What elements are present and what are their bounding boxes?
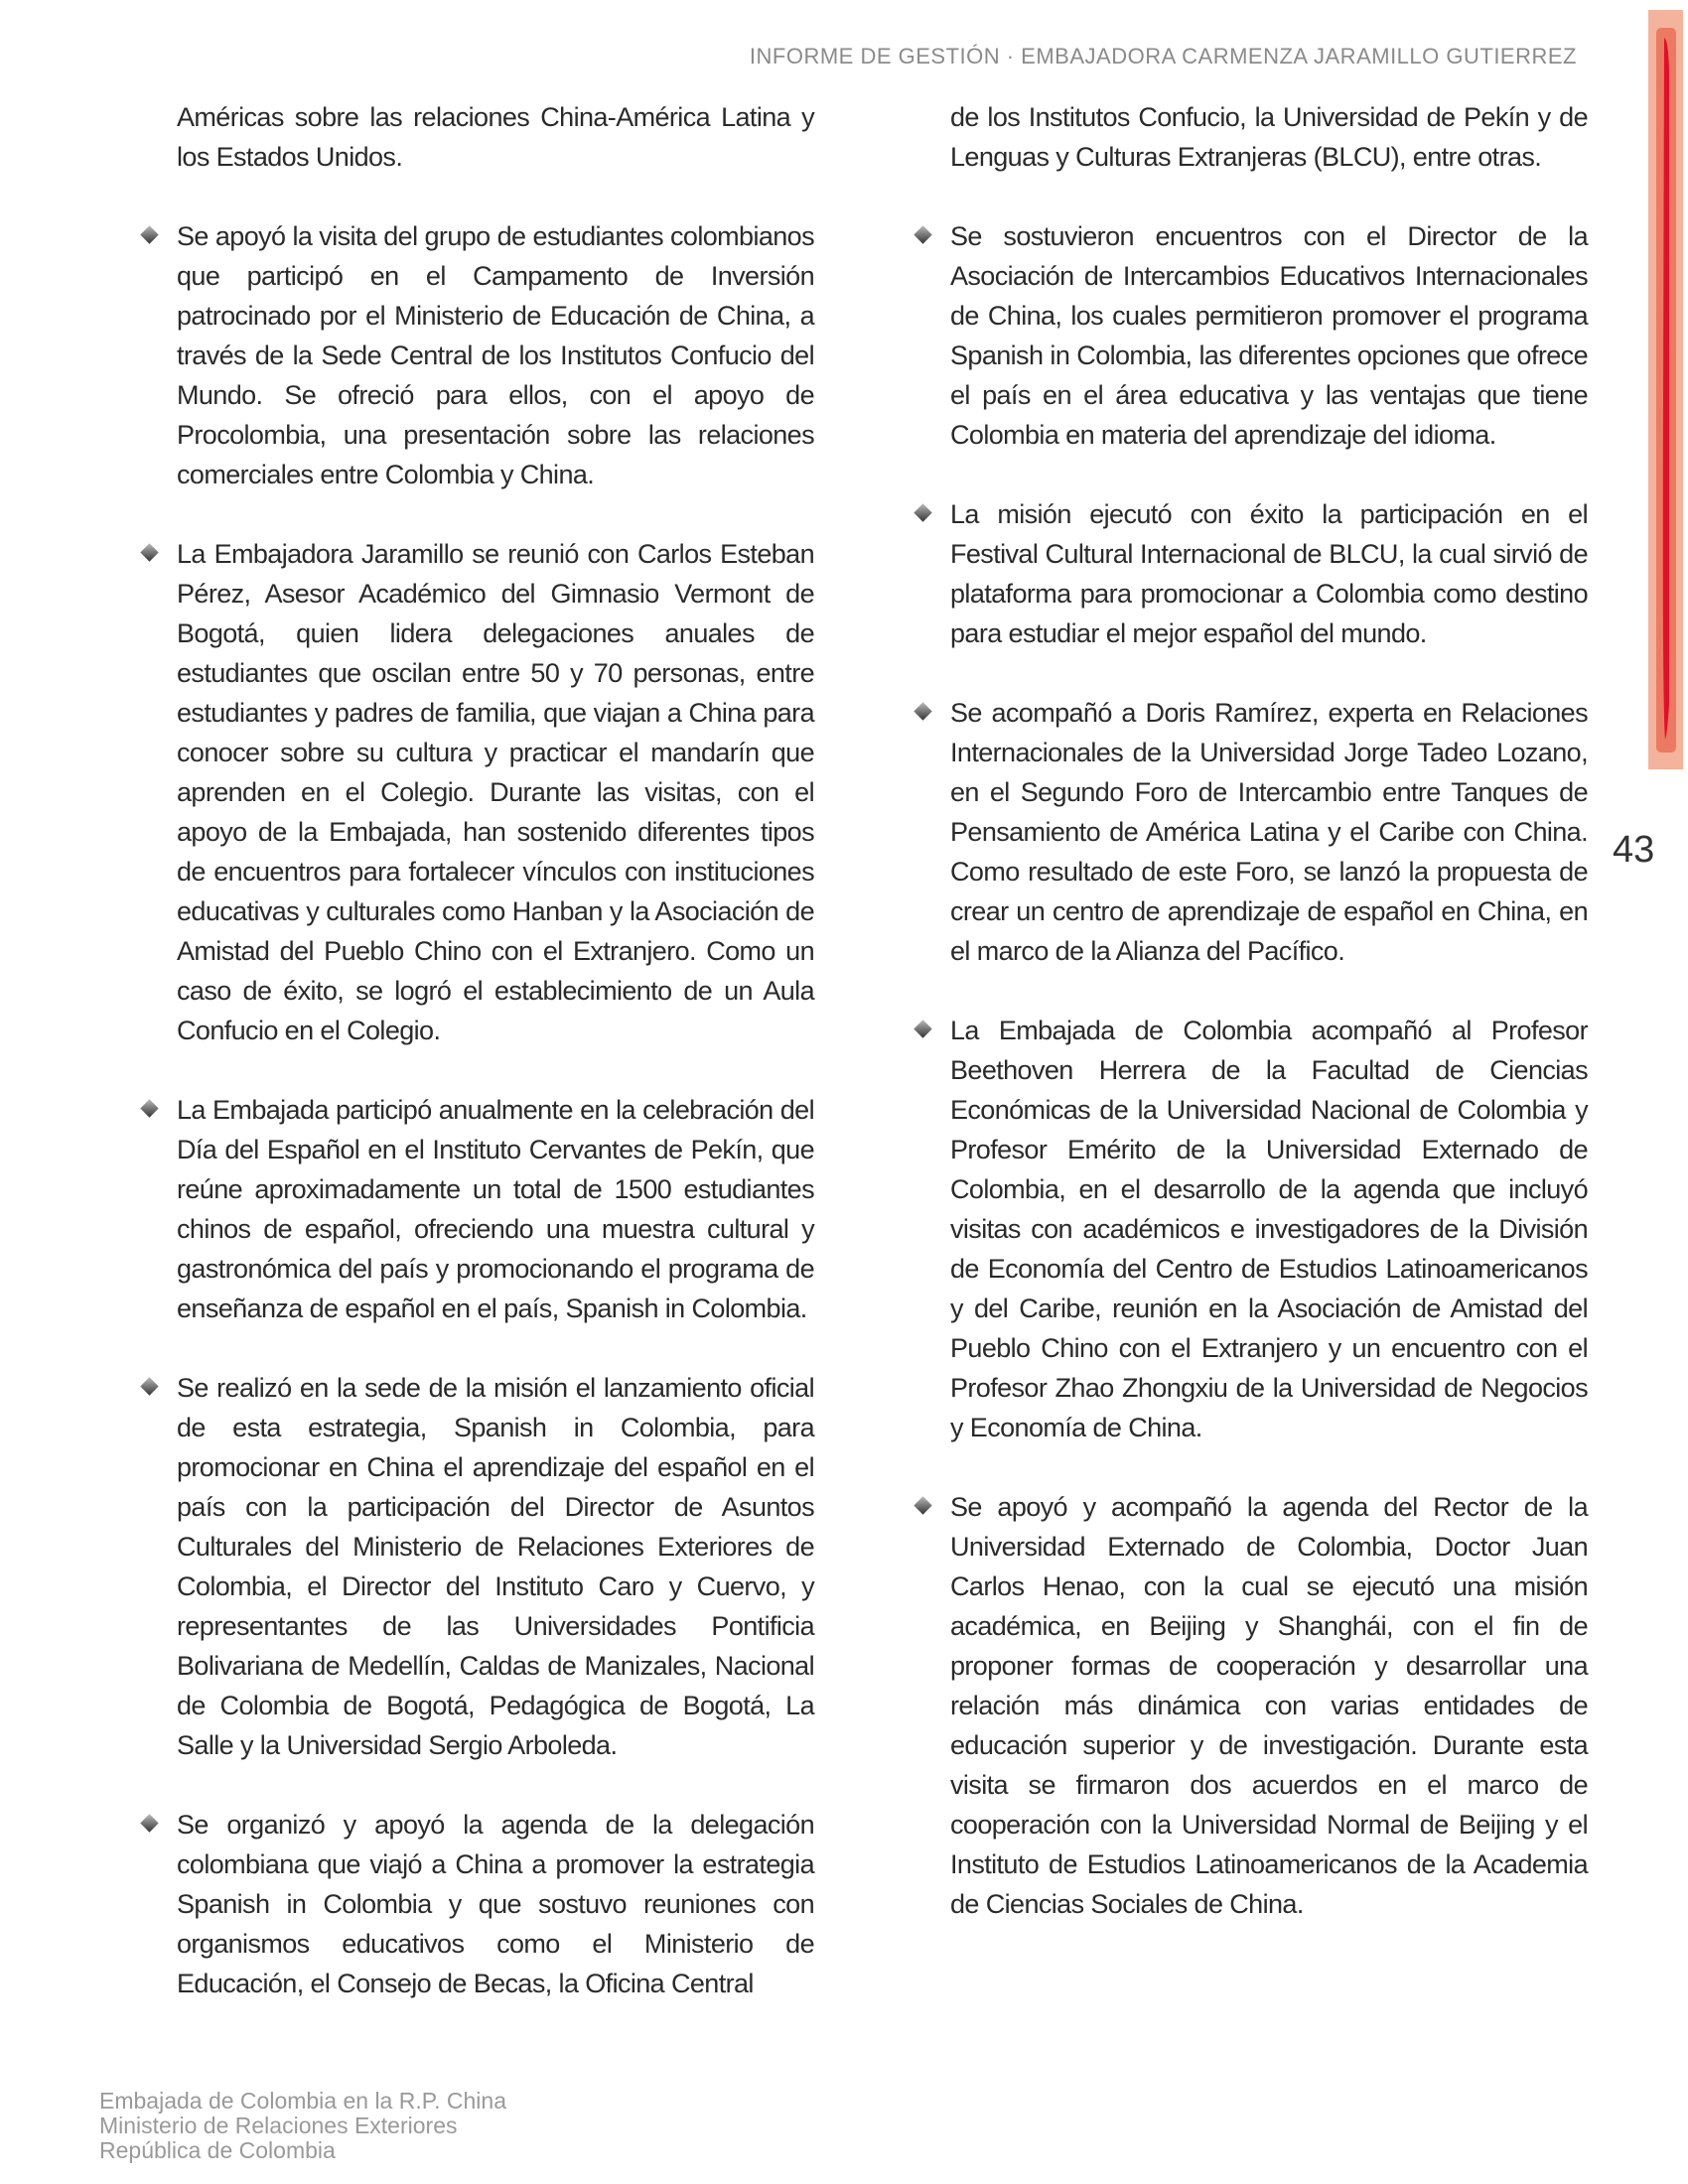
diamond-bullet-icon <box>914 702 931 720</box>
right-column <box>950 97 1588 1964</box>
paragraph-text: La Embajadora Jaramillo se reunió con Carlos Esteban Pérez, Asesor Académico del Gimnasio Vermont de Bogotá, quien lidera delegaciones anuales de estudiantes que oscilan entre 50 y 70 personas, entre estudiantes y padres de familia, que viajan a China para conocer sobre su cultura y practicar el mandarín que aprenden en el Colegio. Durante las visitas, con el apoyo de la Embajada, han sostenido diferentes tipos de encuentros para fortalecer vínculos con instituciones educativas y culturales como Hanban y la Asociación de Amistad del Pueblo Chino con el Extranjero. Como un caso de éxito, se logró el establecimiento de un Aula Confucio en el Colegio. <box>177 539 814 1045</box>
paragraph-text: Se apoyó la visita del grupo de estudiantes colombianos que participó en el Campamento de Inversión patrocinado por el Ministerio de Educación de China, a través de la Sede Central de los Institutos Confucio del Mundo. Se ofreció para ellos, con el apoyo de Procolombia, una presentación sobre las relaciones comerciales entre Colombia y China. <box>177 221 814 489</box>
paragraph-text: La Embajada de Colombia acompañó al Profesor Beethoven Herrera de la Facultad de Ciencias Económicas de la Universidad Nacional de Colombia y Profesor Emérito de la Universidad Externado de Colombia, en el desarrollo de la agenda que incluyó visitas con académicos e investigadores de la División de Economía del Centro de Estudios Latinoamericanos y del Caribe, reunión en la Asociación de Amistad del Pueblo Chino con el Extranjero y un encuentro con el Profesor Zhao Zhongxiu de la Universidad de Negocios y Economía de China. <box>950 1016 1588 1442</box>
footer-line: República de Colombia <box>99 2137 336 2163</box>
bullet-paragraph <box>950 1487 1588 1924</box>
paragraph-text: Se apoyó y acompañó la agenda del Rector de la Universidad Externado de Colombia, Doctor Juan Carlos Henao, con la cual se ejecutó una misión académica, en Beijing y Shanghái, con el fin de proponer formas de cooperación y desarrollar una relación más dinámica con varias entidades de educación superior y de investigación. Durante esta visita se firmaron dos acuerdos en el marco de cooperación con la Universidad Normal de Beijing y el Instituto de Estudios Latinoamericanos de la Academia de Ciencias Sociales de China. <box>950 1492 1588 1919</box>
diamond-bullet-icon <box>914 225 931 243</box>
paragraph <box>950 97 1588 177</box>
left-column <box>177 97 814 2043</box>
paragraph <box>177 97 814 177</box>
paragraph-text: Américas sobre las relaciones China-América Latina y los Estados Unidos. <box>177 102 814 172</box>
diamond-bullet-icon <box>140 1377 158 1395</box>
bullet-paragraph <box>950 693 1588 971</box>
diamond-bullet-icon <box>140 1814 158 1832</box>
bullet-paragraph <box>177 1368 814 1765</box>
bullet-paragraph <box>177 1090 814 1328</box>
footer-line: Embajada de Colombia en la R.P. China <box>99 2088 506 2114</box>
paragraph-text: La misión ejecutó con éxito la participación en el Festival Cultural Internacional de BLCU, la cual sirvió de plataforma para promocionar a Colombia como destino para estudiar el mejor español del mundo. <box>950 499 1588 648</box>
decorative-red-stripe <box>1648 10 1683 769</box>
bullet-paragraph <box>950 494 1588 653</box>
diamond-bullet-icon <box>140 1099 158 1117</box>
diamond-bullet-icon <box>140 543 158 561</box>
paragraph-text: Se realizó en la sede de la misión el lanzamiento oficial de esta estrategia, Spanish in Colombia, para promocionar en China el aprendizaje del español en el país con la participación del Director de Asuntos Culturales del Ministerio de Relaciones Exteriores de Colombia, el Director del Instituto Caro y Cuervo, y representantes de las Universidades Pontificia Bolivariana de Medellín, Caldas de Manizales, Nacional de Colombia de Bogotá, Pedagógica de Bogotá, La Salle y la Universidad Sergio Arboleda. <box>177 1373 814 1760</box>
page-number: 43 <box>1613 829 1655 871</box>
footer-line: Ministerio de Relaciones Exteriores <box>99 2113 458 2138</box>
diamond-bullet-icon <box>914 1496 931 1514</box>
paragraph-text: Se sostuvieron encuentros con el Director de la Asociación de Intercambios Educativos Internacionales de China, los cuales permitieron promover el programa Spanish in Colombia, las diferentes opciones que ofrece el país en el área educativa y las ventajas que tiene Colombia en materia del aprendizaje del idioma. <box>950 221 1588 450</box>
paragraph-text: La Embajada participó anualmente en la celebración del Día del Español en el Instituto Cervantes de Pekín, que reúne aproximadamente un total de 1500 estudiantes chinos de español, ofreciendo una muestra cultural y gastronómica del país y promocionando el programa de enseñanza de español en el país, Spanish in Colombia. <box>177 1095 814 1323</box>
bullet-paragraph <box>950 216 1588 455</box>
bullet-paragraph <box>177 216 814 494</box>
diamond-bullet-icon <box>140 225 158 243</box>
footer <box>99 2089 506 2163</box>
paragraph-text: Se acompañó a Doris Ramírez, experta en Relaciones Internacionales de la Universidad Jorge Tadeo Lozano, en el Segundo Foro de Intercambio entre Tanques de Pensamiento de América Latina y el Caribe con China. Como resultado de este Foro, se lanzó la propuesta de crear un centro de aprendizaje de español en China, en el marco de la Alianza del Pacífico. <box>950 698 1588 966</box>
paragraph-text: de los Institutos Confucio, la Universidad de Pekín y de Lenguas y Culturas Extranjeras (BLCU), entre otras. <box>950 102 1588 172</box>
diamond-bullet-icon <box>914 1020 931 1037</box>
diamond-bullet-icon <box>914 503 931 521</box>
paragraph-text: Se organizó y apoyó la agenda de la delegación colombiana que viajó a China a promover la estrategia Spanish in Colombia y que sostuvo reuniones con organismos educativos como el Ministerio de Educación, el Consejo de Becas, la Oficina Central <box>177 1810 814 1998</box>
bullet-paragraph <box>177 534 814 1050</box>
bullet-paragraph <box>177 1805 814 2003</box>
running-header: INFORME DE GESTIÓN · EMBAJADORA CARMENZA JARAMILLO GUTIERREZ <box>749 44 1577 68</box>
bullet-paragraph <box>950 1011 1588 1447</box>
